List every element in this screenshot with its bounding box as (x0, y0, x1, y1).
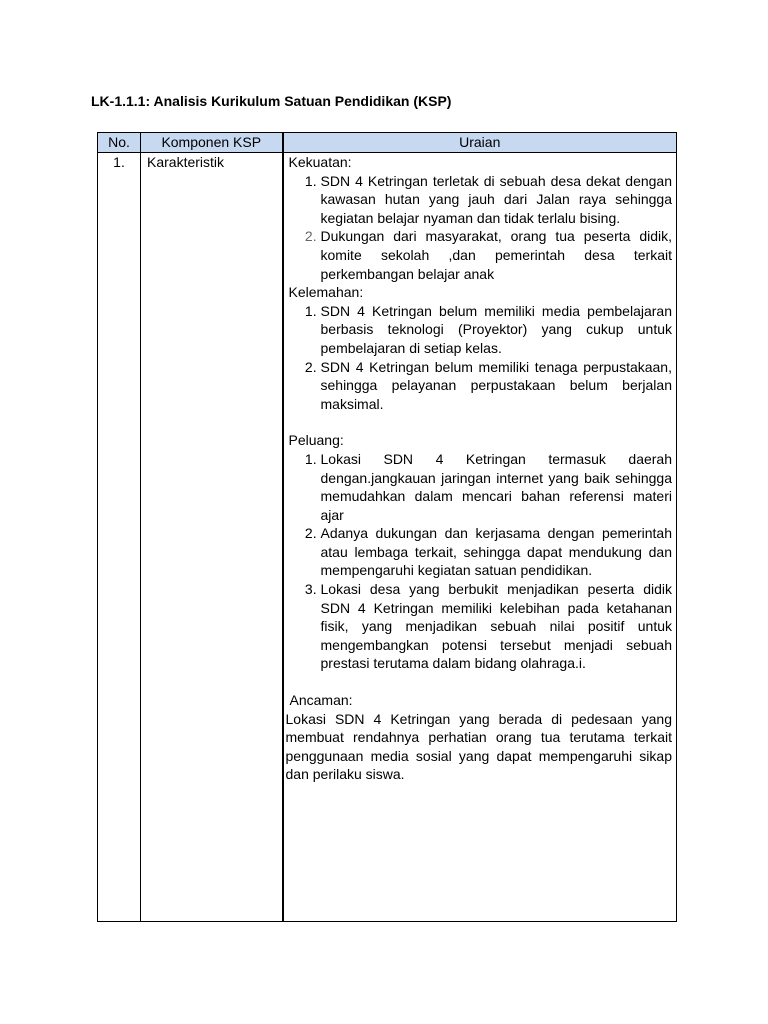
page-title: LK-1.1.1: Analisis Kurikulum Satuan Pendidikan (KSP) (91, 93, 452, 109)
list-item: 2. SDN 4 Ketringan belum memiliki tenaga perpustakaan, sehingga pelayanan perpustakaan belum berjalan maksimal. (321, 358, 673, 414)
table-header-row (98, 133, 677, 153)
row-komponen: Karakteristik (141, 153, 283, 922)
header-no: No. (98, 133, 141, 153)
row-uraian (283, 153, 677, 922)
kekuatan-list (289, 172, 673, 284)
list-item: 2. Dukungan dari masyarakat, orang tua peserta didik, komite sekolah ,dan pemerintah desa terkait perkembangan belajar anak (321, 227, 673, 283)
ancaman-text: Lokasi SDN 4 Ketringan yang berada di pedesaan yang membuat rendahnya perhatian orang tua terutama terkait penggunaan media sosial yang dapat mempengaruhi sikap dan perilaku siswa. (285, 710, 672, 783)
kekuatan-label: Kekuatan: (288, 154, 352, 170)
table-row (98, 153, 677, 922)
peluang-label: Peluang: (288, 432, 344, 449)
row-number: 1. (98, 153, 141, 922)
ancaman-label: Ancaman: (289, 692, 353, 709)
list-item: 3. Lokasi desa yang berbukit menjadikan peserta didik SDN 4 Ketringan memiliki kelebihan pada ketahanan fisik, yang menjadikan sebuah nilai positif untuk mengembangkan potensi tersebut menjadi sebuah prestasi terutama dalam bidang olahraga.i. (321, 580, 673, 673)
kelemahan-list (289, 302, 673, 414)
header-uraian: Uraian (283, 133, 677, 153)
list-item: 2. Adanya dukungan dan kerjasama dengan pemerintah atau lembaga terkait, sehingga dapat mendukung dan mempengaruhi kegiatan satuan pendidikan. (321, 524, 673, 580)
list-item: 1. SDN 4 Ketringan terletak di sebuah desa dekat dengan kawasan hutan yang jauh dari Jalan raya sehingga kegiatan belajar nyaman dan tidak terlalu bising. (321, 172, 673, 228)
kelemahan-label: Kelemahan: (288, 284, 364, 301)
peluang-list (289, 450, 673, 673)
header-komponen: Komponen KSP (141, 133, 283, 153)
list-item: 1. SDN 4 Ketringan belum memiliki media pembelajaran berbasis teknologi (Proyektor) yang cukup untuk pembelajaran di setiap kelas. (321, 302, 673, 358)
list-item: 1. Lokasi SDN 4 Ketringan termasuk daerah dengan.jangkauan jaringan internet yang baik sehingga memudahkan dalam mencari bahan referensi materi ajar (321, 450, 673, 524)
ksp-analysis-table (97, 132, 677, 922)
